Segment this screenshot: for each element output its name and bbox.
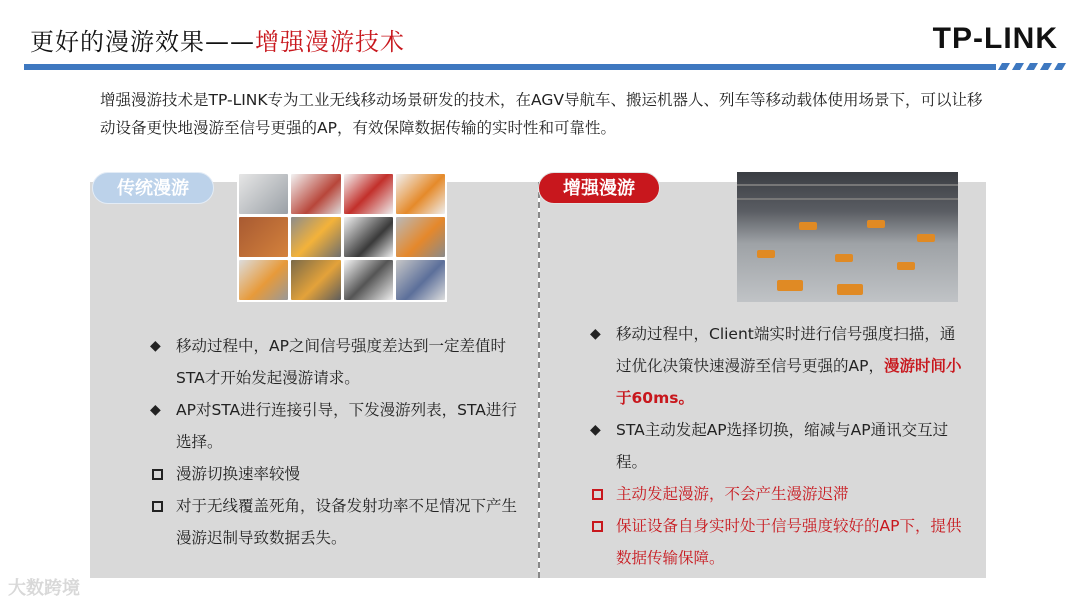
- diamond-bullet-icon: ◆: [150, 338, 161, 354]
- list-item-text: STA主动发起AP选择切换，缩减与AP通讯交互过程。: [616, 421, 949, 471]
- logo-text: TP-LINK: [932, 22, 1058, 55]
- traditional-roaming-list: [150, 330, 520, 554]
- panel-divider: [538, 182, 540, 578]
- list-item-text: 保证设备自身实时处于信号强度较好的AP下，提供数据传输保障。: [616, 517, 962, 567]
- list-item: [150, 458, 520, 490]
- square-bullet-icon: [592, 489, 603, 500]
- traditional-roaming-pill: 传统漫游: [92, 172, 214, 204]
- list-item: [150, 330, 520, 394]
- list-item-text: 移动过程中，Client端实时进行信号强度扫描，通过优化决策快速漫游至信号更强的AP，: [616, 325, 956, 375]
- square-bullet-icon: [152, 469, 163, 480]
- diamond-bullet-icon: ◆: [590, 326, 601, 342]
- list-item-text: 漫游切换速率较慢: [176, 465, 301, 483]
- list-item-text: 主动发起漫游，不会产生漫游迟滞: [616, 485, 849, 503]
- enhanced-roaming-pill: 增强漫游: [538, 172, 660, 204]
- list-item-text: AP对STA进行连接引导，下发漫游列表，STA进行选择。: [176, 401, 517, 451]
- agv-robots-image-collage: [237, 172, 447, 302]
- intro-paragraph: 增强漫游技术是TP-LINK专为工业无线移动场景研发的技术，在AGV导航车、搬运机器人、列车等移动载体使用场景下，可以让移动设备更快地漫游至信号更强的AP，有效保障数据传输的实时性和可靠性。: [100, 91, 983, 137]
- tp-link-logo: [933, 22, 1058, 56]
- list-item-text: 移动过程中，AP之间信号强度差达到一定差值时STA才开始发起漫游请求。: [176, 337, 506, 387]
- list-item: [150, 394, 520, 458]
- title-highlight: 增强漫游技术: [255, 28, 405, 56]
- title-main: 更好的漫游效果——: [30, 28, 255, 56]
- square-bullet-icon: [592, 521, 603, 532]
- diamond-bullet-icon: ◆: [590, 422, 601, 438]
- diamond-bullet-icon: ◆: [150, 402, 161, 418]
- page-title: [30, 22, 405, 57]
- list-item: [590, 414, 970, 478]
- warehouse-agv-photo: [737, 172, 958, 302]
- square-bullet-icon: [152, 501, 163, 512]
- header-rule: [24, 64, 996, 70]
- roaming-time-highlight: 漫游时间小于60ms。: [616, 357, 962, 407]
- watermark-text: 大数跨境: [8, 578, 80, 599]
- list-item: [590, 478, 970, 510]
- list-item-text: 对于无线覆盖死角，设备发射功率不足情况下产生漫游迟制导致数据丢失。: [176, 497, 518, 547]
- list-item: [150, 490, 520, 554]
- list-item: [590, 318, 970, 414]
- header-rule-dots: [1000, 63, 1064, 70]
- enhanced-roaming-list: [590, 318, 970, 574]
- watermark: [8, 574, 80, 600]
- list-item: [590, 510, 970, 574]
